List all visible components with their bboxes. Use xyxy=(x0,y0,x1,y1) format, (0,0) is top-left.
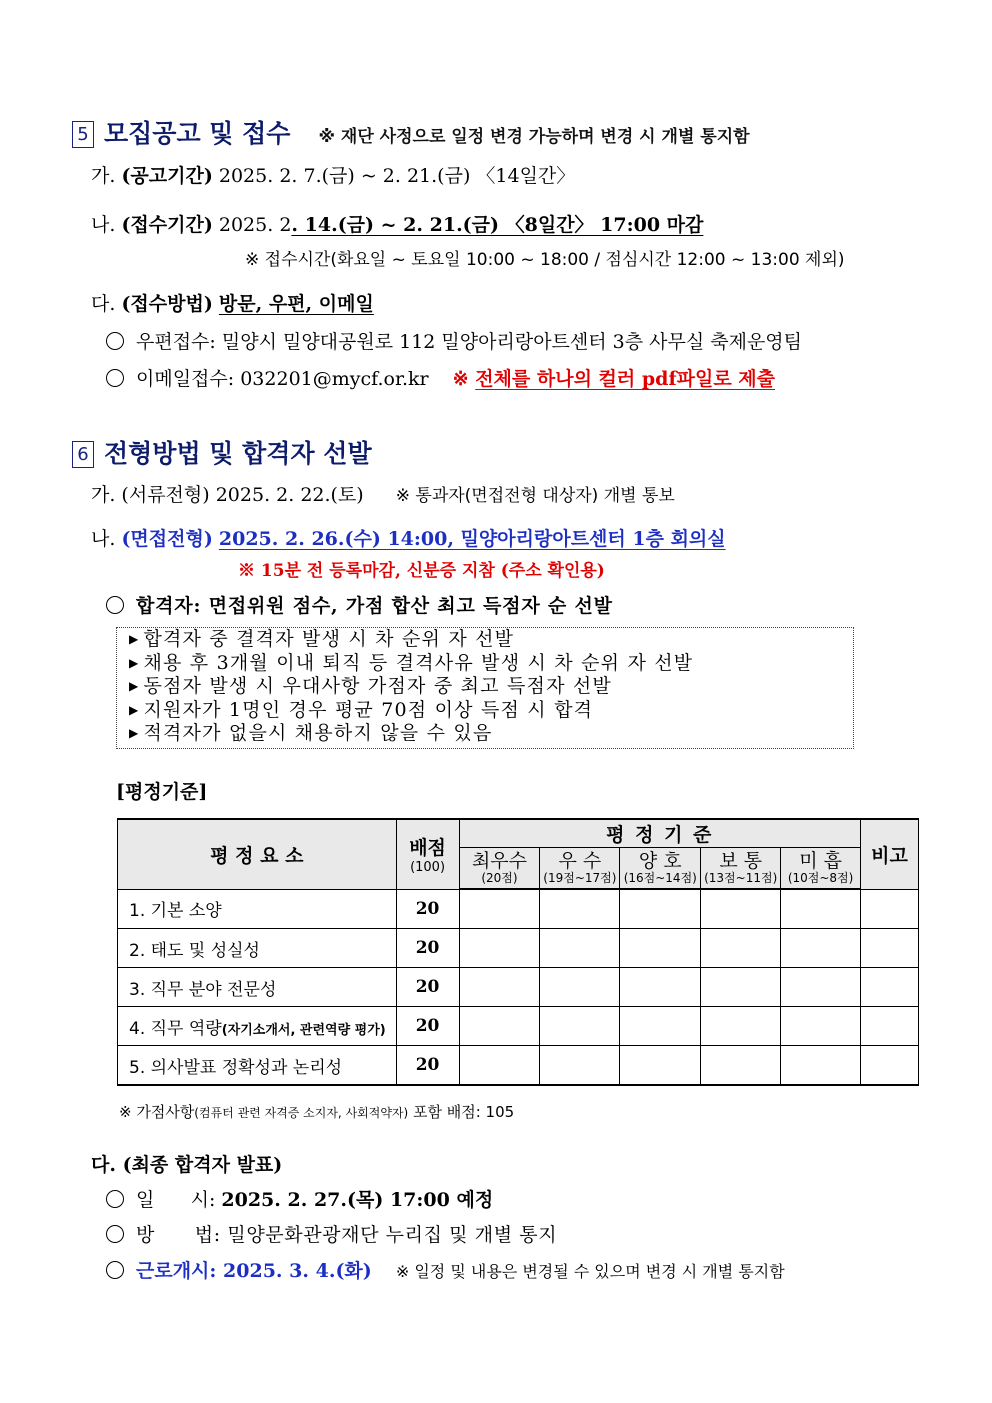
list-item: ▶ 지원자가 1명인 경우 평균 70점 이상 득점 시 합격 xyxy=(129,698,594,721)
rules-box xyxy=(116,627,854,749)
evaluation-table xyxy=(117,818,919,1086)
interview-screening xyxy=(91,524,726,551)
table-row: 5. 의사발표 정확성과 논리성 20 xyxy=(118,1046,919,1086)
circle-bullet-icon xyxy=(106,1261,124,1279)
section-title: 모집공고 및 접수 xyxy=(104,119,291,148)
table-row: 4. 직무 역량(자기소개서, 관련역량 평가) 20 xyxy=(118,1007,919,1046)
circle-bullet-icon xyxy=(106,596,124,614)
interview-note: ※ 15분 전 등록마감, 신분증 지참 (주소 확인용) xyxy=(238,561,605,581)
announce-method: 방 법: 밀양문화관광재단 누리집 및 개별 통지 xyxy=(106,1220,557,1247)
post-apply xyxy=(106,327,802,354)
criteria-title: [평정기준] xyxy=(116,781,208,803)
list-item: ▶ 합격자 중 결격자 발생 시 차 순위 자 선발 xyxy=(129,628,515,650)
item-text-emph: 2025. 2. 26.(수) 14:00, 밀양아리랑아트센터 1층 회의실 xyxy=(218,528,726,550)
grade-fair: 양 호 (16점~14점) xyxy=(620,848,701,890)
pass-criteria xyxy=(106,591,613,618)
circle-bullet-icon xyxy=(106,369,124,387)
table-row: 3. 직무 분야 전문성 20 xyxy=(118,968,919,1007)
item-text: 합격자: 면접위원 점수, 가점 합산 최고 득점자 순 선발 xyxy=(136,595,613,617)
item-note: ※ 통과자(면접전형 대상자) 개별 통보 xyxy=(395,486,675,506)
grade-average: 보 통 (13점~11점) xyxy=(701,848,781,890)
email-note: 전체를 하나의 컬러 pdf파일로 제출 xyxy=(475,368,776,390)
email-apply xyxy=(106,364,775,391)
work-start: 근로개시: 2025. 3. 4.(화) ※ 일정 및 내용은 변경될 수 있으며 변경 시 개별 통지함 xyxy=(106,1256,785,1283)
item-prefix: 가. xyxy=(91,165,122,187)
section-number: 5 xyxy=(72,121,94,148)
item-label: (면접전형) xyxy=(121,528,213,550)
announce-period xyxy=(91,161,575,188)
apply-method xyxy=(91,289,374,316)
item-text: 2025. 2 xyxy=(212,214,292,236)
list-item: ▶ 동점자 발생 시 우대사항 가점자 중 최고 득점자 선발 xyxy=(129,675,612,697)
header-note: 비고 xyxy=(861,819,919,889)
item-prefix: 나. xyxy=(91,528,122,550)
grade-excellent: 최우수 (20점) xyxy=(459,848,540,890)
table-row: 2. 태도 및 성실성 20 xyxy=(118,929,919,968)
list-item: ▶ 적격자가 없을시 채용하지 않을 수 있음 xyxy=(129,722,493,744)
item-text-emph: 방문, 우편, 이메일 xyxy=(218,293,374,315)
grade-good: 우 수 (19점~17점) xyxy=(540,848,620,890)
item-text: 2025. 2. 7.(금) ~ 2. 21.(금) 〈14일간〉 xyxy=(212,165,576,187)
header-item: 평 정 요 소 xyxy=(118,819,397,889)
section-6-heading xyxy=(72,434,372,470)
triangle-bullet-icon: ▶ xyxy=(129,702,140,717)
grade-poor: 미 흡 (10점~8점) xyxy=(781,848,861,890)
list-item: ▶ 채용 후 3개월 이내 퇴직 등 결격사유 발생 시 차 순위 자 선발 xyxy=(129,651,694,674)
item-prefix: 나. xyxy=(91,214,122,236)
header-criteria: 평 정 기 준 xyxy=(459,819,861,848)
item-label: (공고기간) xyxy=(121,165,213,187)
section-title: 전형방법 및 합격자 선발 xyxy=(104,439,372,468)
note-mark: ※ xyxy=(452,368,476,390)
item-text-emph: . 14.(금) ~ 2. 21.(금) 〈8일간〉 17:00 마감 xyxy=(291,214,704,236)
table-row: 1. 기본 소양 20 xyxy=(118,889,919,929)
circle-bullet-icon xyxy=(106,1225,124,1243)
bonus-note: ※ 가점사항(컴퓨터 관련 자격증 소지자, 사회적약자) 포함 배점: 105 xyxy=(119,1103,515,1121)
section-5-heading xyxy=(72,114,750,150)
announce-date: 일 시: 2025. 2. 27.(목) 17:00 예정 xyxy=(106,1185,493,1212)
triangle-bullet-icon: ▶ xyxy=(129,726,140,740)
circle-bullet-icon xyxy=(106,332,124,350)
item-prefix: 다. xyxy=(91,293,122,315)
document-screening xyxy=(91,480,675,507)
apply-period xyxy=(91,210,703,237)
triangle-bullet-icon: ▶ xyxy=(129,655,140,670)
item-text: 이메일접수: 032201@mycf.or.kr xyxy=(136,368,429,390)
item-label: (접수방법) xyxy=(121,293,213,315)
section-note: ※ 재단 사정으로 일정 변경 가능하며 변경 시 개별 통지함 xyxy=(318,127,750,147)
item-text: 가. (서류전형) 2025. 2. 22.(토) xyxy=(91,484,364,506)
apply-hours-note: ※ 접수시간(화요일 ~ 토요일 10:00 ~ 18:00 / 점심시간 12:00 ~ 13:00 제외) xyxy=(245,250,845,270)
item-label: (접수기간) xyxy=(121,214,213,236)
header-score: 배점 (100) xyxy=(396,819,459,889)
triangle-bullet-icon: ▶ xyxy=(129,632,140,646)
final-announce-heading: 다. (최종 합격자 발표) xyxy=(91,1154,283,1176)
circle-bullet-icon xyxy=(106,1190,124,1208)
item-text: 우편접수: 밀양시 밀양대공원로 112 밀양아리랑아트센터 3층 사무실 축제운영팀 xyxy=(136,331,803,353)
triangle-bullet-icon: ▶ xyxy=(129,679,140,693)
section-number: 6 xyxy=(72,441,94,468)
